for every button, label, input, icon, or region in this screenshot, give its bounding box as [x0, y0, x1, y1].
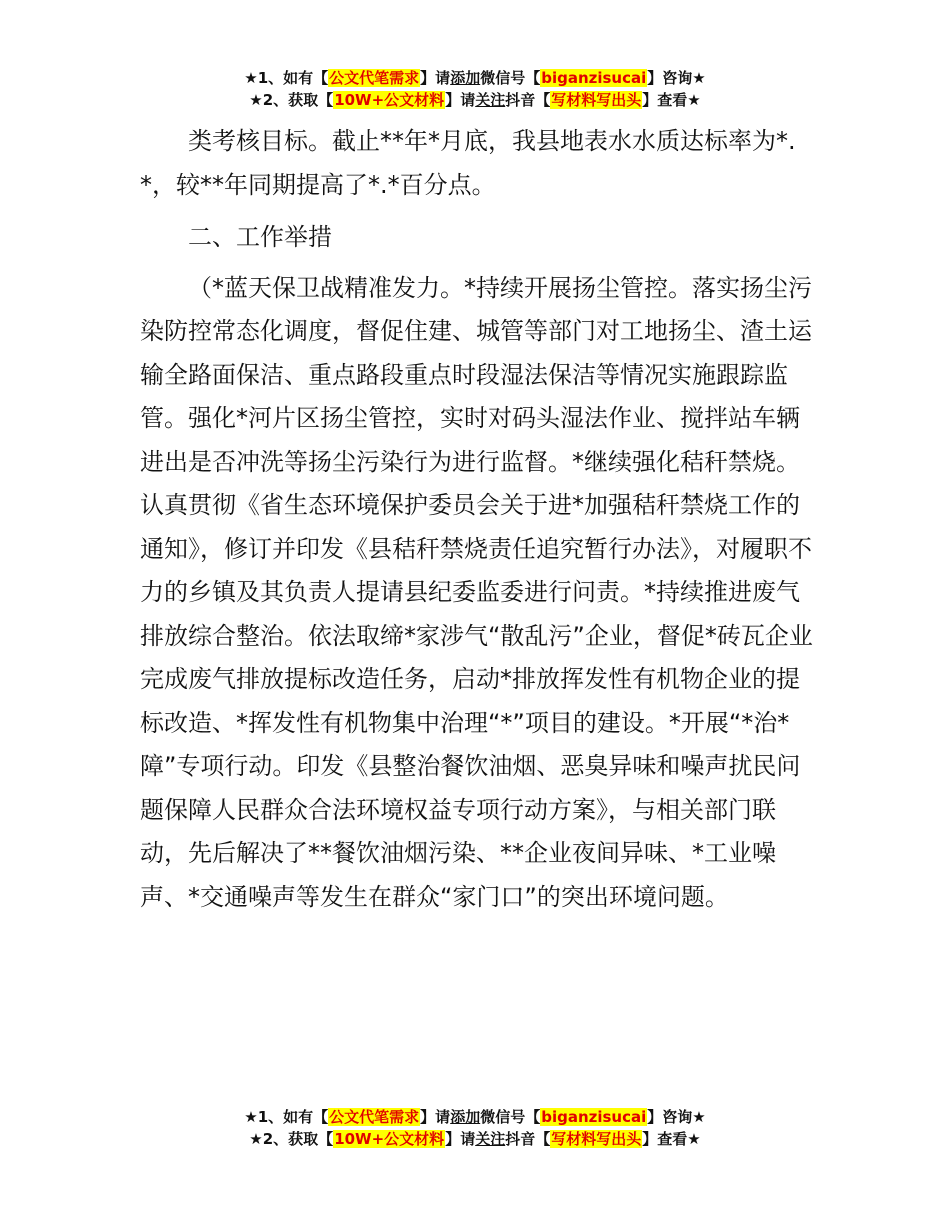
header-banner [0, 67, 950, 111]
banner-highlight: 公文代笔需求 [329, 69, 420, 87]
banner-text: 微信号【 [480, 1108, 541, 1126]
banner-underlined: 添加 [450, 69, 481, 87]
banner-line-2 [0, 89, 950, 111]
banner-text: 抖音【 [505, 1130, 551, 1148]
section-heading: 二、工作举措 [188, 223, 332, 251]
banner-text: 】请 [445, 1130, 476, 1148]
footer-banner [0, 1106, 950, 1150]
banner-text: ★2、获取【 [249, 1130, 334, 1148]
banner-text: 】咨询★ [647, 1108, 706, 1126]
banner-text: 抖音【 [505, 91, 551, 109]
banner-highlight: biganzisucai [541, 1108, 647, 1126]
banner-text: 】查看★ [642, 1130, 701, 1148]
banner-text: 】请 [445, 91, 476, 109]
banner-line-1 [0, 1106, 950, 1128]
banner-underlined: 关注 [475, 1130, 506, 1148]
banner-highlight: 写材料写出头 [551, 91, 642, 109]
banner-line-1 [0, 67, 950, 89]
banner-highlight: 10W+公文材料 [334, 91, 445, 109]
banner-highlight: 公文代笔需求 [329, 1108, 420, 1126]
banner-text: ★1、如有【 [244, 69, 329, 87]
banner-text: 】查看★ [642, 91, 701, 109]
banner-highlight: biganzisucai [541, 69, 647, 87]
banner-underlined: 添加 [450, 1108, 481, 1126]
banner-text: ★1、如有【 [244, 1108, 329, 1126]
banner-text: 】请 [420, 69, 451, 87]
banner-underlined: 关注 [475, 91, 506, 109]
banner-text: ★2、获取【 [249, 91, 334, 109]
banner-highlight: 10W+公文材料 [334, 1130, 445, 1148]
banner-line-2 [0, 1128, 950, 1150]
banner-text: 】咨询★ [647, 69, 706, 87]
banner-text: 】请 [420, 1108, 451, 1126]
document-body [140, 120, 820, 919]
banner-highlight: 写材料写出头 [551, 1130, 642, 1148]
paragraph-1: 类考核目标。截止**年*月底，我县地表水水质达标率为*.*，较**年同期提高了*.*百分点。 [140, 127, 796, 199]
banner-text: 微信号【 [480, 69, 541, 87]
paragraph-2: （*蓝天保卫战精准发力。*持续开展扬尘管控。落实扬尘污染防控常态化调度，督促住建、城管等部门对工地扬尘、渣土运输全路面保洁、重点路段重点时段湿法保洁等情况实施跟踪监管。强化*河片区扬尘管控，实时对码头湿法作业、搅拌站车辆进出是否冲洗等扬尘污染行为进行监督。*继续强化秸秆禁烧。认真贯彻《省生态环境保护委员会关于进*加强秸秆禁烧工作的通知》，修订并印发《县秸秆禁烧责任追究暂行办法》，对履职不力的乡镇及其负责人提请县纪委监委进行问责。*持续推进废气排放综合整治。依法取缔*家涉气“散乱污”企业，督促*砖瓦企业完成废气排放提标改造任务，启动*排放挥发性有机物企业的提标改造、*挥发性有机物集中治理“*”项目的建设。*开展“*治*障”专项行动。印发《县整治餐饮油烟、恶臭异味和噪声扰民问题保障人民群众合法环境权益专项行动方案》，与相关部门联动，先后解决了**餐饮油烟污染、**企业夜间异味、*工业噪声、*交通噪声等发生在群众“家门口”的突出环境问题。 [140, 273, 813, 911]
